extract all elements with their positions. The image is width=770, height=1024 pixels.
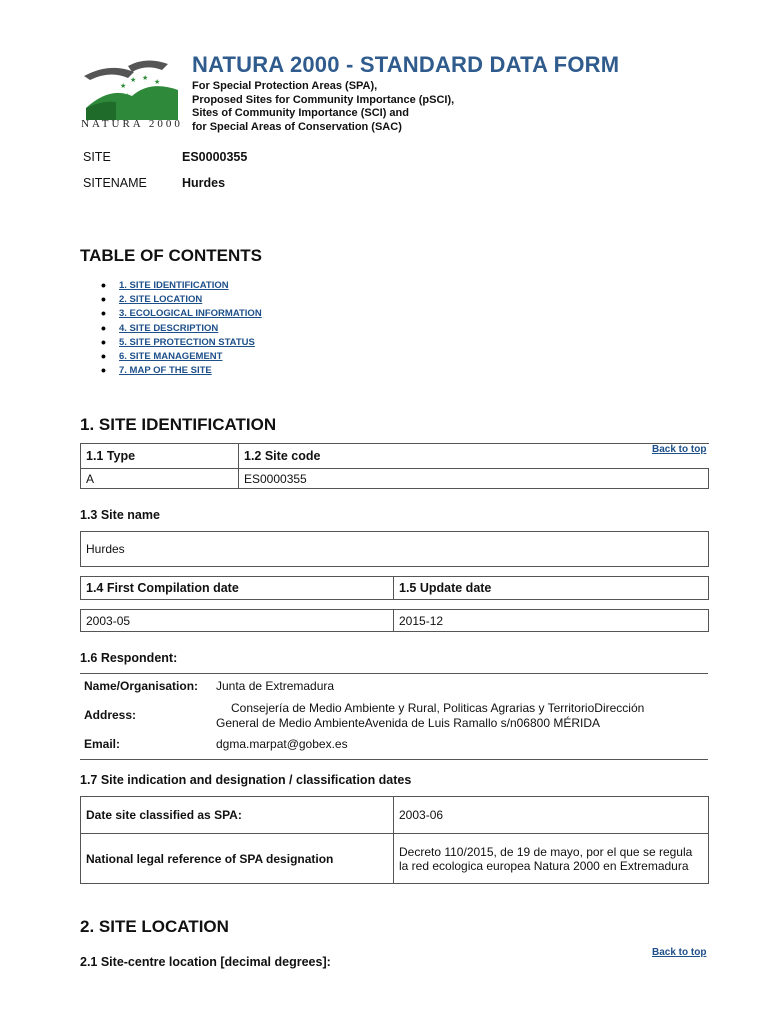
designation-label: 1.7 Site indication and designation / classification dates	[80, 773, 412, 787]
site-code-label: 1.2 Site code	[239, 444, 709, 469]
toc-link-site-management[interactable]: 6. SITE MANAGEMENT	[119, 350, 223, 362]
legal-reference-value: Decreto 110/2015, de 19 de mayo, por el que se regula la red ecologica europea Natura 2000 en Extremadura	[394, 834, 709, 884]
site-code-cell: ES0000355	[239, 469, 709, 489]
site-centre-label: 2.1 Site-centre location [decimal degrees]:	[80, 955, 331, 969]
toc-link-map-of-site[interactable]: 7. MAP OF THE SITE	[119, 365, 212, 377]
type-value: A	[81, 469, 239, 489]
toc-link-site-description[interactable]: 4. SITE DESCRIPTION	[119, 322, 219, 334]
address-label: Address:	[84, 708, 137, 722]
dates-value-table	[80, 609, 709, 632]
dates-header-table	[80, 576, 709, 600]
org-value: Junta de Extremadura	[216, 679, 335, 693]
site-label: SITE	[83, 150, 111, 164]
back-to-top-link[interactable]: Back to top	[652, 444, 707, 455]
toc-heading: TABLE OF CONTENTS	[80, 246, 262, 265]
toc-item	[101, 307, 262, 321]
site-name-table	[80, 531, 709, 567]
subtitle-line: Proposed Sites for Community Importance (pSCI),	[192, 93, 455, 106]
designation-table	[80, 796, 709, 884]
svg-text:★: ★	[160, 86, 167, 94]
address-line-2: General de Medio AmbienteAvenida de Luis Ramallo s/n06800 MÉRIDA	[216, 716, 600, 730]
subtitle-line: Sites of Community Importance (SCI) and	[192, 107, 409, 119]
spa-date-label: Date site classified as SPA:	[81, 797, 394, 834]
update-date-value: 2015-12	[394, 610, 709, 632]
address-line-1: Consejería de Medio Ambiente y Rural, Politicas Agrarias y TerritorioDirección	[231, 701, 645, 715]
form-subtitle	[192, 80, 454, 134]
toc-item	[101, 279, 262, 293]
org-label: Name/Organisation:	[84, 679, 199, 693]
toc-item	[101, 336, 262, 350]
first-compilation-label: 1.4 First Compilation date	[81, 577, 394, 600]
type-code-table	[80, 443, 709, 489]
back-to-top-link[interactable]: Back to top	[652, 947, 707, 958]
toc-link-site-location[interactable]: 2. SITE LOCATION	[119, 294, 203, 306]
site-code-value: ES0000355	[182, 150, 248, 164]
toc-link-ecological-information[interactable]: 3. ECOLOGICAL INFORMATION	[119, 308, 262, 320]
toc-link-site-protection-status[interactable]: 5. SITE PROTECTION STATUS	[119, 336, 255, 348]
toc-item	[101, 322, 262, 336]
toc-item	[101, 293, 262, 307]
spa-date-value: 2003-06	[394, 797, 709, 834]
sitename-value: Hurdes	[182, 176, 226, 190]
toc-link-site-identification[interactable]: 1. SITE IDENTIFICATION	[119, 280, 229, 291]
site-name-label: 1.3 Site name	[80, 508, 160, 522]
first-compilation-value: 2003-05	[81, 610, 394, 632]
natura-2000-logo	[80, 50, 184, 134]
svg-text:★: ★	[124, 92, 131, 100]
section-1-heading: 1. SITE IDENTIFICATION	[80, 415, 277, 434]
subtitle-line: For Special Protection Areas (SPA),	[192, 80, 378, 92]
legal-reference-label: National legal reference of SPA designation	[81, 834, 394, 884]
svg-text:★: ★	[142, 74, 149, 82]
sitename-label: SITENAME	[83, 176, 147, 190]
subtitle-line: for Special Areas of Conservation (SAC)	[192, 120, 402, 133]
section-2-heading: 2. SITE LOCATION	[80, 917, 229, 936]
svg-text:★: ★	[154, 78, 161, 86]
email-label: Email:	[84, 737, 121, 751]
form-title: NATURA 2000 - STANDARD DATA FORM	[192, 52, 620, 77]
svg-text:★: ★	[130, 76, 137, 84]
respondent-label: 1.6 Respondent:	[80, 651, 178, 665]
site-name-value: Hurdes	[81, 532, 709, 567]
logo-wordmark: NATURA 2000	[81, 118, 183, 130]
type-label: 1.1 Type	[81, 444, 239, 469]
email-value: dgma.marpat@gobex.es	[216, 737, 348, 751]
toc-item	[101, 364, 262, 378]
toc-item	[101, 350, 262, 364]
update-date-label: 1.5 Update date	[394, 577, 709, 600]
respondent-block	[80, 673, 708, 760]
svg-text:★: ★	[120, 82, 127, 90]
toc-list	[101, 279, 262, 378]
